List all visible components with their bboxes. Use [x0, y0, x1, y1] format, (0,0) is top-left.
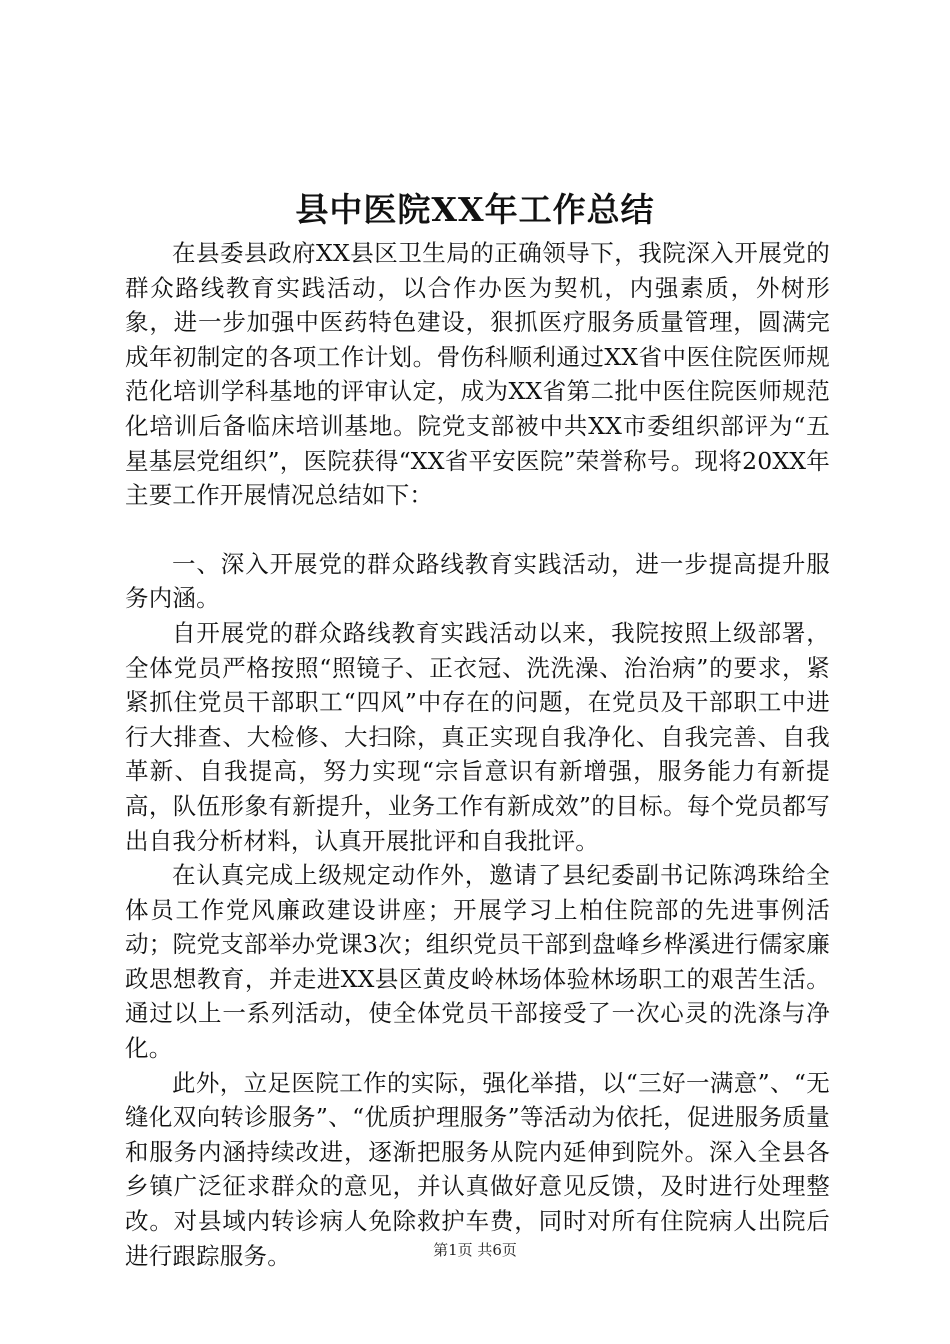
body-paragraph-3: 此外，立足医院工作的实际，强化举措，以“三好一满意”、“无缝化双向转诊服务”、“优质护理服务”等活动为依托，促进服务质量和服务内涵持续改进，逐渐把服务从院内延伸到院外。深入全县各乡镇广泛征求群众的意见，并认真做好意见反馈，及时进行处理整改。对县域内转诊病人免除救护车费，同时对所有住院病人出院后进行跟踪服务。 — [125, 1068, 830, 1270]
paragraph-gap — [125, 513, 830, 547]
body-paragraph-2: 在认真完成上级规定动作外，邀请了县纪委副书记陈鸿珠给全体员工作党风廉政建设讲座；开展学习上柏住院部的先进事例活动；院党支部举办党课3次；组织党员干部到盘峰乡桦溪进行儒家廉政思想教育，并走进XX县区黄皮岭林场体验林场职工的艰苦生活。通过以上一系列活动，使全体党员干部接受了一次心灵的洗涤与净化。 — [125, 861, 830, 1063]
section-heading-1: 一、深入开展党的群众路线教育实践活动，进一步提高提升服务内涵。 — [125, 549, 830, 613]
document-body — [125, 236, 830, 1273]
page-number-footer: 第1页 共6页 — [433, 1241, 517, 1259]
document-title: 县中医院XX年工作总结 — [295, 190, 655, 229]
body-paragraph-1: 自开展党的群众路线教育实践活动以来，我院按照上级部署，全体党员严格按照“照镜子、正衣冠、洗洗澡、治治病”的要求，紧紧抓住党员干部职工“四风”中存在的问题，在党员及干部职工中进行大排查、大检修、大扫除，真正实现自我净化、自我完善、自我革新、自我提高，努力实现“宗旨意识有新增强，服务能力有新提高，队伍形象有新提升，业务工作有新成效”的目标。每个党员都写出自我分析材料，认真开展批评和自我批评。 — [125, 618, 830, 855]
intro-paragraph: 在县委县政府XX县区卫生局的正确领导下，我院深入开展党的群众路线教育实践活动，以合作办医为契机，内强素质，外树形象，进一步加强中医药特色建设，狠抓医疗服务质量管理，圆满完成年初制定的各项工作计划。骨伤科顺利通过XX省中医住院医师规范化培训学科基地的评审认定，成为XX省第二批中医住院医师规范化培训后备临床培训基地。院党支部被中共XX市委组织部评为“五星基层党组织”，医院获得“XX省平安医院”荣誉称号。现将20XX年主要工作开展情况总结如下： — [125, 239, 830, 510]
